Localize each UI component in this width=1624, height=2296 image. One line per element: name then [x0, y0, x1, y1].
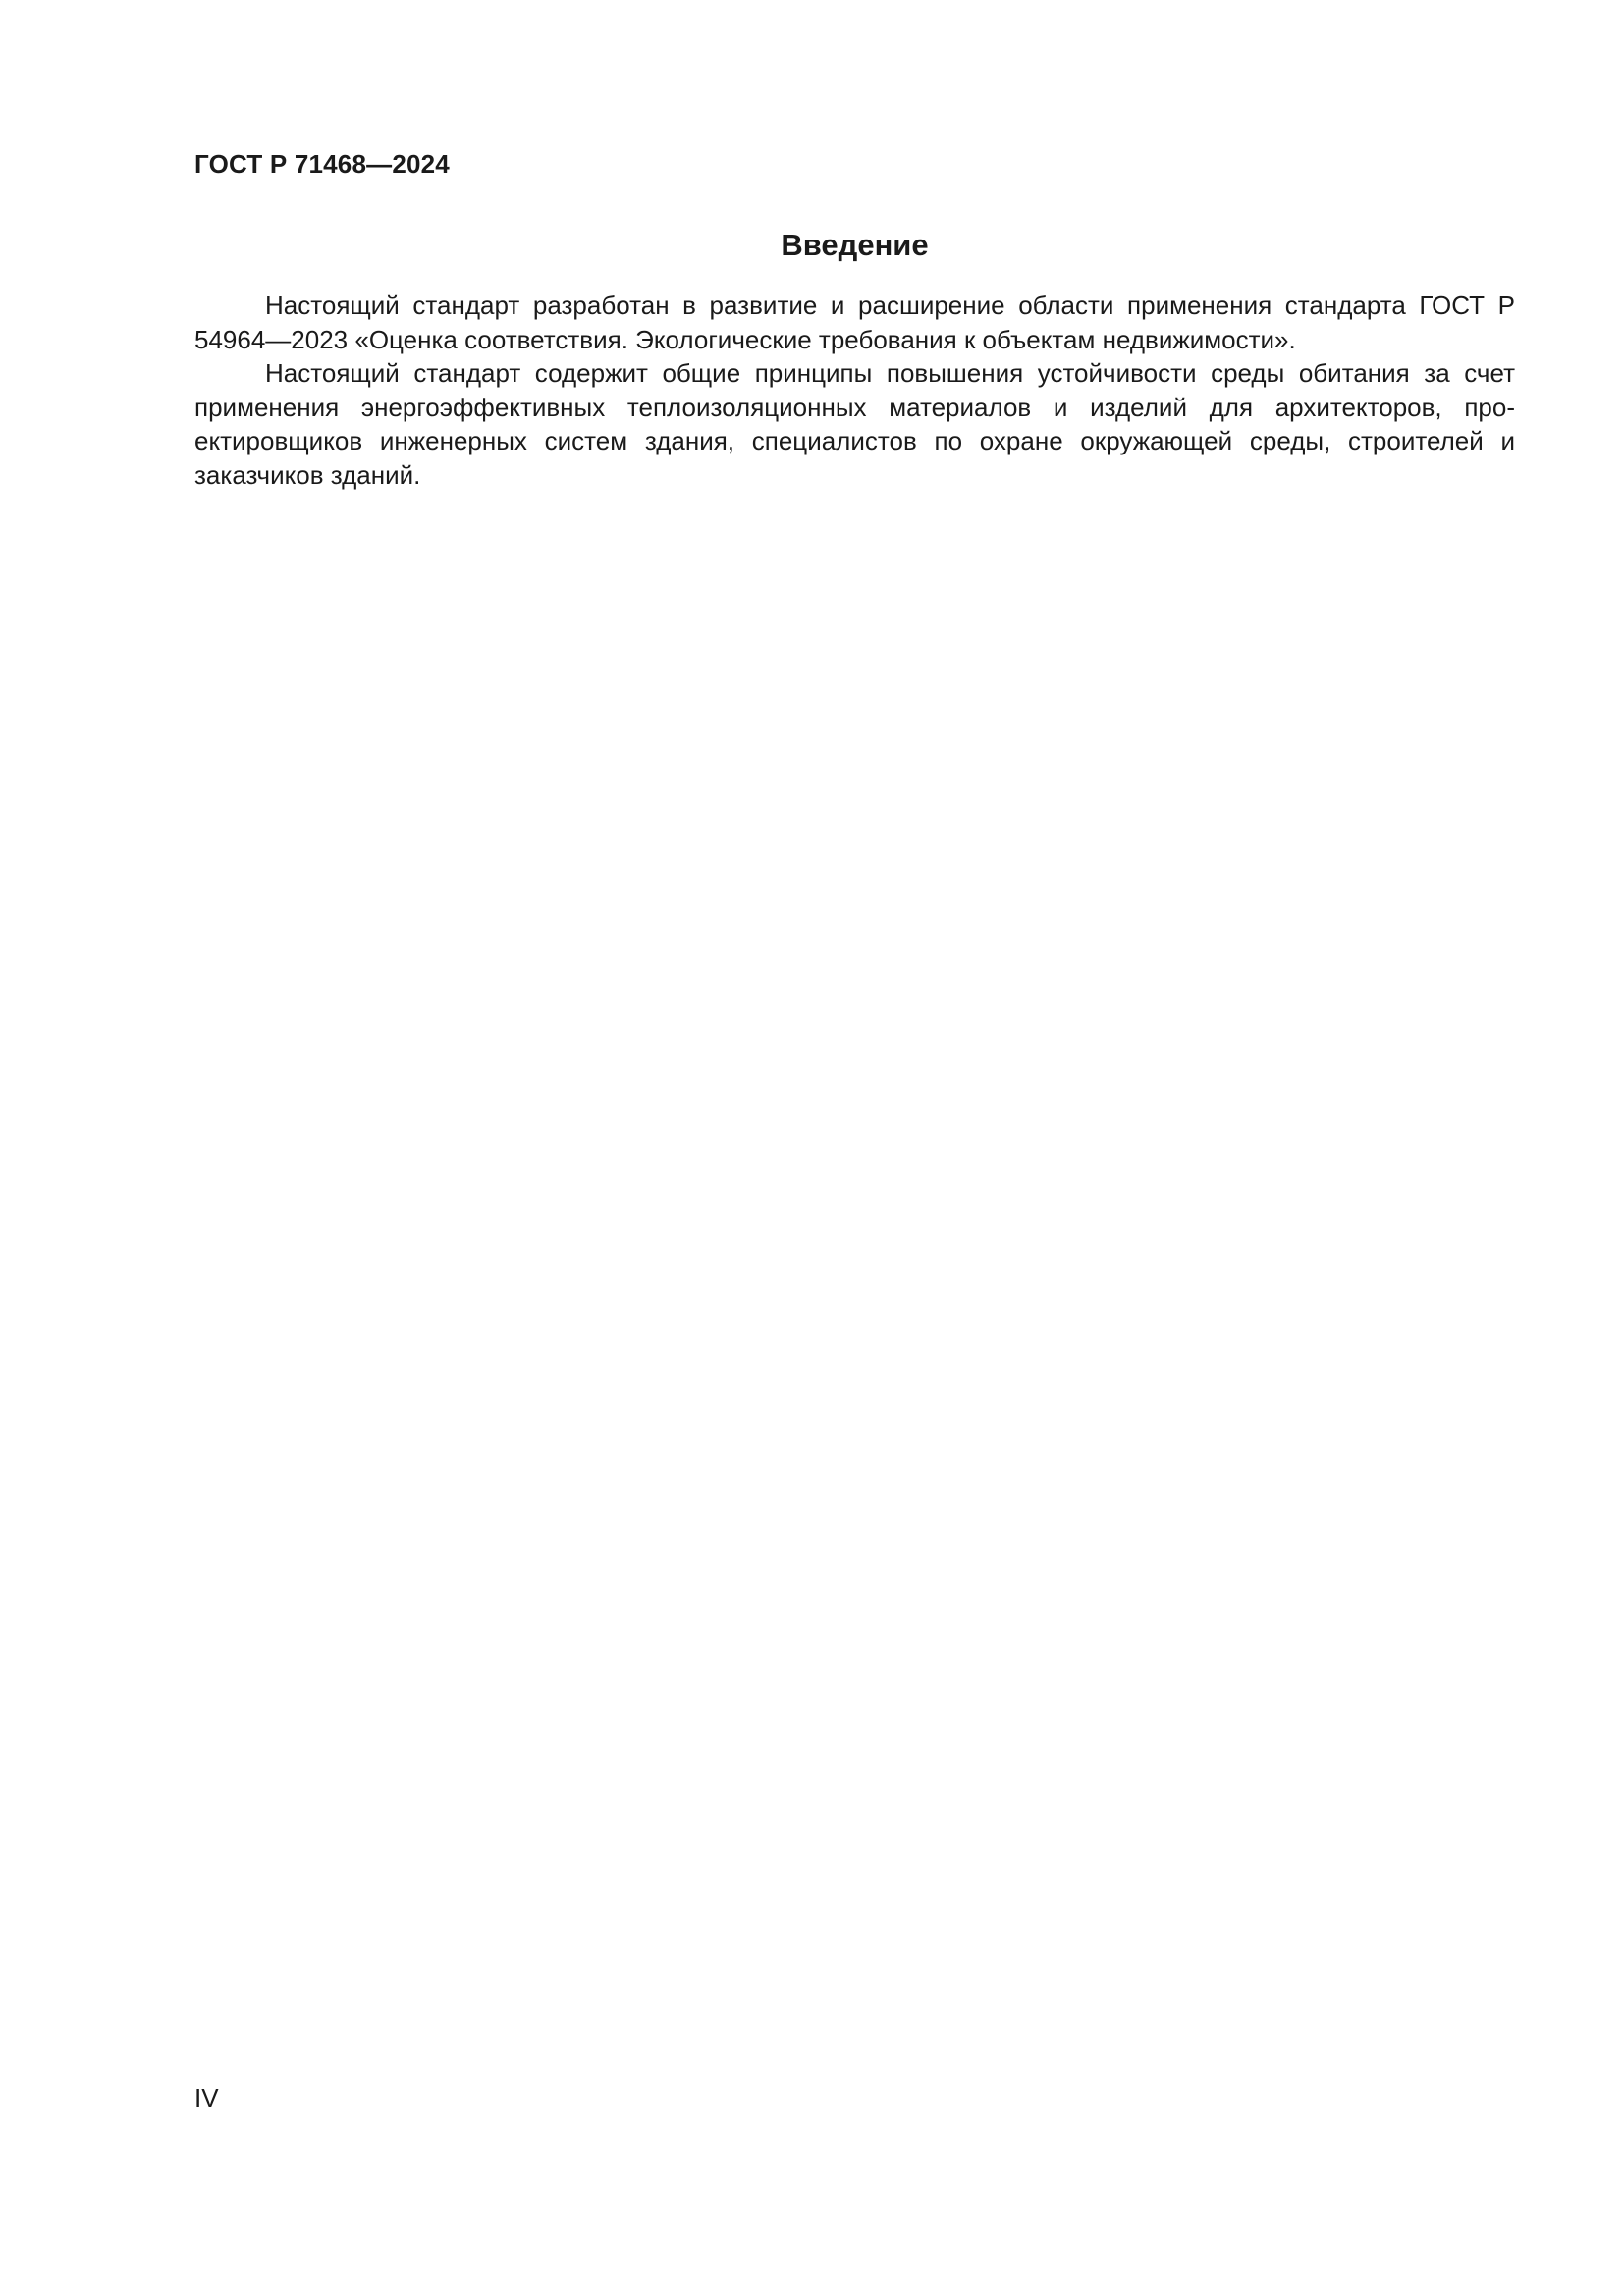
- document-code-header: ГОСТ Р 71468—2024: [194, 149, 450, 179]
- section-title: Введение: [781, 228, 929, 262]
- page-number: IV: [194, 2083, 219, 2112]
- introduction-body: [194, 289, 1515, 492]
- paragraph: Настоящий стандарт содержит общие принципы повышения устойчивости среды обитания за счет применения энергоэффективных теплоизоляционных материалов и изделий для архитекторов, проектировщиков инженерных систем здания, специалистов по охране окружающей среды, строителей и заказчиков зданий.: [194, 358, 1515, 490]
- paragraph: Настоящий стандарт разработан в развитие и расширение области применения стандарта ГОСТ Р 54964—2023 «Оценка соответствия. Экологические требования к объектам недвижимости».: [194, 291, 1515, 354]
